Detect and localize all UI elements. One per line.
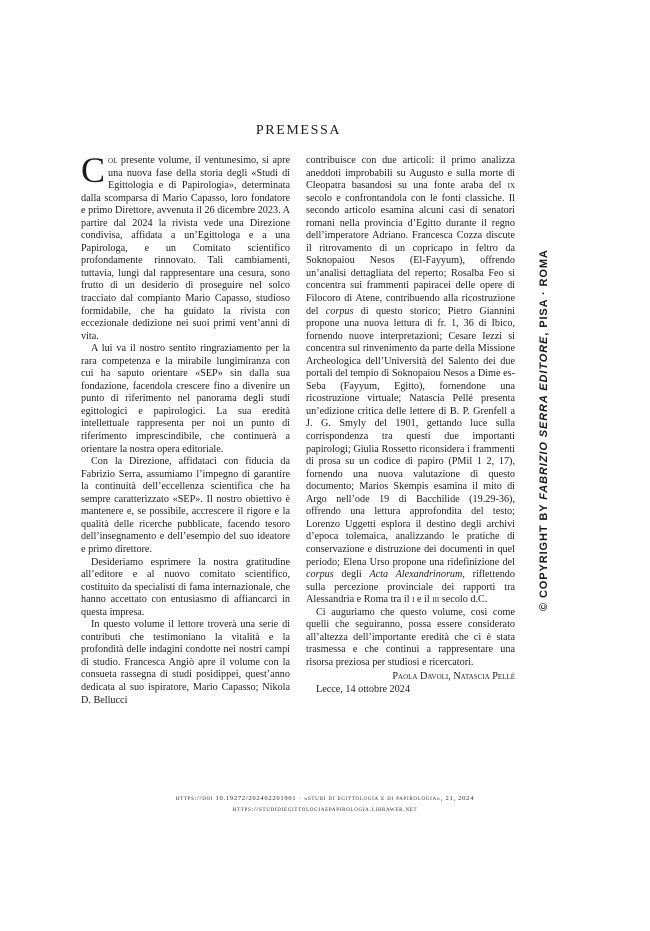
text-run: e il (414, 594, 433, 606)
text-run: di questo storico; Pietro Giannini propone una nuova lettura di fr. 1, 36 di Ibico, fornendo nuove interpretazioni; Cesare Iezzi si concentra sul rinvenimento da parte della Missione Archeologica dell’Università del Salento dei due portali del tempio di Soknopaiou Nesos a Dime es-Seba (Fayyum, Egitto), fornendone una ricostruzione virtuale; Natascia Pellé presenta un’edizione critica delle lettere di B. P. Grenfell a J. G. Smyly del 1901, gettando luce sulla corrispondenza tra questi due importanti papirologi; Giulia Rossetto riconsidera i frammenti di prosa su un codice di papiro (PMil 1 2, 17), fornendo una nuova valutazione di questo documento; Marios Skempis esamina il mito di Argo nell’ode 19 di Bacchilide (19.29-36), offrendo una lettura approfondita del testo; Lorenzo Uggetti esplora il destino degli archivi d’epoca tolemaica, analizzando le pratiche di conservazione e distruzione dei documenti in quel periodo; Elena Urso propone una ridefinizione del (306, 305, 515, 568)
italic-term: corpus (306, 569, 334, 581)
century-numeral: i (412, 594, 415, 606)
place-date: Lecce, 14 ottobre 2024 (316, 683, 410, 695)
footer-url: https://studidiegittologiaepapirologia.libraweb.net (232, 806, 418, 813)
italic-title: Acta Alexandrinorum (369, 569, 463, 581)
text-run: , riflettendo sulla percezione provinciale dei rapporti tra Alessandria e Roma tra il (306, 569, 515, 606)
footer-doi: https://doi 10.19272/202402201901 · «studi di egittologia e di papirologia», 21, 2024 (175, 795, 475, 802)
paragraph-1 (81, 150, 290, 343)
paragraph-3: Con la Direzione, affidataci con fiducia da Fabrizio Serra, assumiamo l’impegno di garantire la continuità dell’eccellenza scientifica che ha sempre caratterizzato «SEP». Il nostro obiettivo è mantenere e, se possibile, accrescere il rigore e la qualità delle ricerche pubblicate, facendo tesoro dell’insegnamento e dell’esempio del suo ideatore e primo direttore. (81, 456, 290, 555)
paragraph-continued (306, 155, 515, 607)
page-title: PREMESSA (255, 123, 342, 138)
century-numeral: ix (507, 180, 515, 192)
paragraph-1-text: presente volume, il ventunesimo, si apre una nuova fase della storia degli «Studi di Egittologia e di Papirologia», determinata dalla scomparsa di Mario Capasso, loro fondatore e primo Direttore, avvenuta il 26 dicembre 2023. A partire dal 2024 la rivista vede una Direzione condivisa, affidata a un’Egittologa e a una Papirologa, e un Comitato scientifico profondamente rinnovato. Tali cambiamenti, tuttavia, lungi dal rappresentare una cesura, sono frutto di un desiderio di proseguire nel solco tracciato dal compianto Mario Capasso, studioso formidabile, che ha guidato la rivista con eccezionale dedizione nei suoi primi vent’anni di vita. (81, 155, 290, 342)
text-run: degli (333, 569, 370, 581)
copyright-prefix: © COPYRIGHT BY (538, 499, 550, 611)
copyright-publisher: FABRIZIO SERRA EDITORE (538, 335, 550, 500)
left-column (81, 150, 290, 707)
century-numeral: iii (432, 594, 440, 606)
text-run: contribuisce con due articoli: il primo analizza aneddoti improbabili su Augusto e sulla morte di Cleopatra basandosi su una fonte araba del (306, 155, 515, 192)
text-run: secolo e confrontandola con le fonti classiche. Il secondo articolo esamina alcuni casi di senatori romani nella provincia d’Egitto durante il regno dell’imperatore Adriano. Francesca Cozza discute il ritrovamento di un copricapo in feltro da Soknopaiou Nesos (El-Fayyum), offrendo un’analisi dettagliata del reperto; Rosalba Feo si concentra sui frammenti papiracei delle opere di Filocoro di Atene, contribuendo alla ricostruzione del (306, 192, 515, 317)
drop-cap: C (81, 150, 106, 190)
italic-term: corpus (325, 305, 354, 317)
paragraph-4: Desideriamo esprimere la nostra gratitudine all’editore e al nuovo comitato scientifico, costituito da specialisti di fama internazionale, che hanno accettato con entusiasmo di affiancarci in questa impresa. (81, 556, 290, 618)
signature: Paola Davoli, Natascia Pellé (392, 671, 515, 683)
copyright-notice (538, 249, 550, 611)
paragraph-closing: Ci auguriamo che questo volume, così come quelli che seguiranno, possa essere considerato all’altezza dell’importante eredità che ci è stata trasmessa e che continui a rappresentare una risorsa preziosa per studiosi e ricercatori. (306, 606, 515, 668)
paragraph-2: A lui va il nostro sentito ringraziamento per la rara competenza e la mirabile lungimiranza con cui ha saputo orientare «SEP» sin dalla sua fondazione, facendola crescere fino a divenire un punto di riferimento nel panorama degli studi egittologici e papirologici. La sua eredità intellettuale rappresenta per noi un punto di riferimento imprescindibile, che continuerà a orientare la nostra opera editoriale. (81, 343, 290, 455)
right-column (306, 155, 515, 697)
text-run: secolo d.C. (439, 594, 488, 606)
paragraph-5: In questo volume il lettore troverà una serie di contributi che testimoniano la vitalità e la profondità delle indagini condotte nei nostri campi di studio. Francesca Angiò apre il volume con la consueta rassegna di studi posidippei, quest’anno dedicata al suo ispiratore, Mario Capasso; Nikola D. Bellucci (81, 619, 290, 706)
lead-in: ol (108, 155, 118, 166)
copyright-suffix: , PISA · ROMA (538, 249, 550, 336)
